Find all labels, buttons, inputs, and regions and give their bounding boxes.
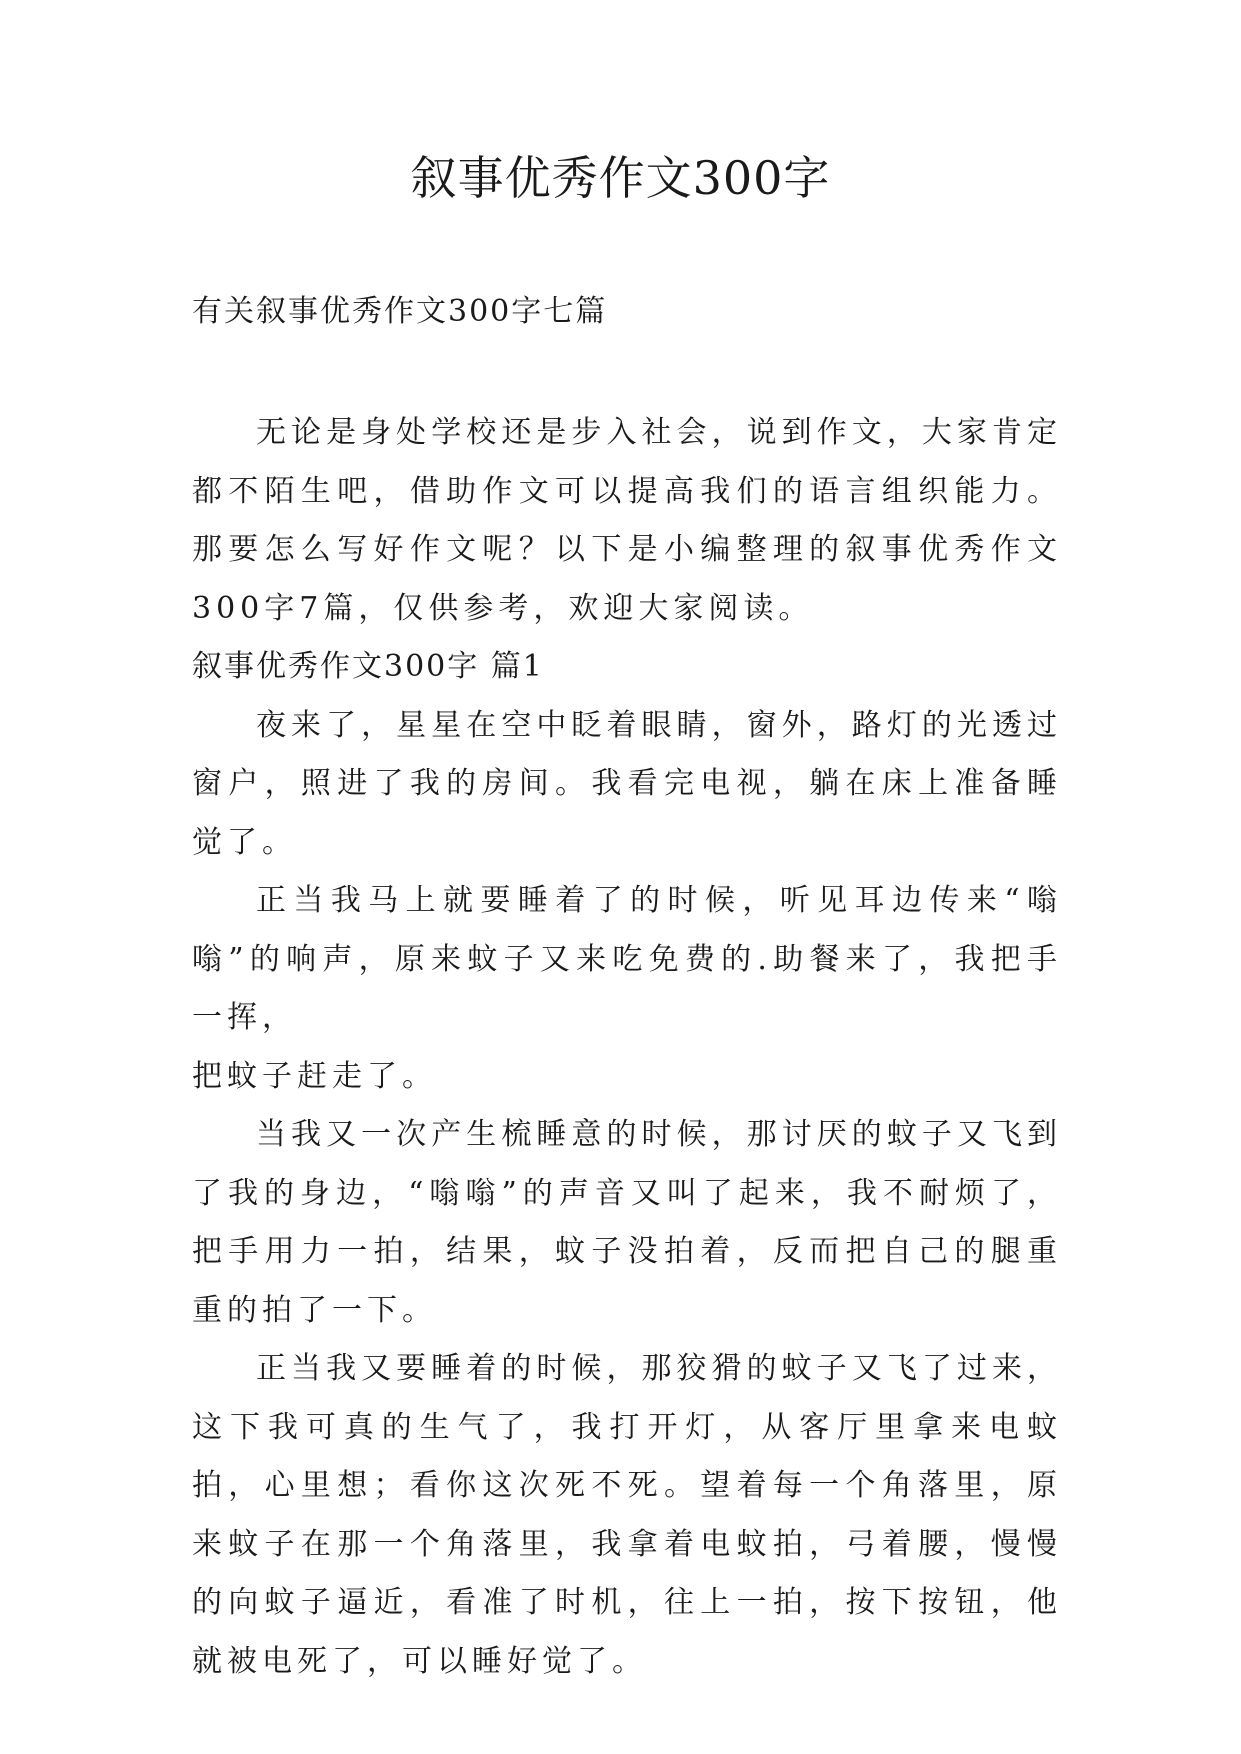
intro-paragraph: 无论是身处学校还是步入社会，说到作文，大家肯定都不陌生吧，借助作文可以提高我们的语言组织能力。那要怎么写好作文呢？以下是小编整理的叙事优秀作文300字7篇，仅供参考，欢迎大家阅读。: [192, 415, 1062, 626]
body-paragraph: 夜来了，星星在空中眨着眼睛，窗外，路灯的光透过窗户，照进了我的房间。我看完电视，躺在床上准备睡觉了。: [192, 707, 1062, 860]
body-paragraph: 当我又一次产生梳睡意的时候，那讨厌的蚊子又飞到了我的身边，“嗡嗡”的声音又叫了起来，我不耐烦了，把手用力一拍，结果，蚊子没拍着，反而把自己的腿重重的拍了一下。: [192, 1117, 1062, 1328]
document-body: [192, 404, 1062, 1691]
body-paragraph: 正当我又要睡着的时候，那狡猾的蚊子又飞了过来，这下我可真的生气了，我打开灯，从客厅里拿来电蚊拍，心里想；看你这次死不死。望着每一个角落里，原来蚊子在那一个角落里，我拿着电蚊拍，弓着腰，慢慢的向蚊子逼近，看准了时机，往上一拍，按下按钮，他就被电死了，可以睡好觉了。: [192, 1351, 1062, 1679]
section-heading: 叙事优秀作文300字 篇1: [192, 649, 544, 684]
body-paragraph: 把蚊子赶走了。: [192, 1058, 437, 1094]
body-paragraph: 正当我马上就要睡着了的时候，听见耳边传来“嗡嗡”的响声，原来蚊子又来吃免费的.助餐来了，我把手一挥，: [192, 883, 1062, 1035]
document-title: 叙事优秀作文300字: [410, 151, 831, 205]
document-subtitle: 有关叙事优秀作文300字七篇: [192, 294, 608, 329]
